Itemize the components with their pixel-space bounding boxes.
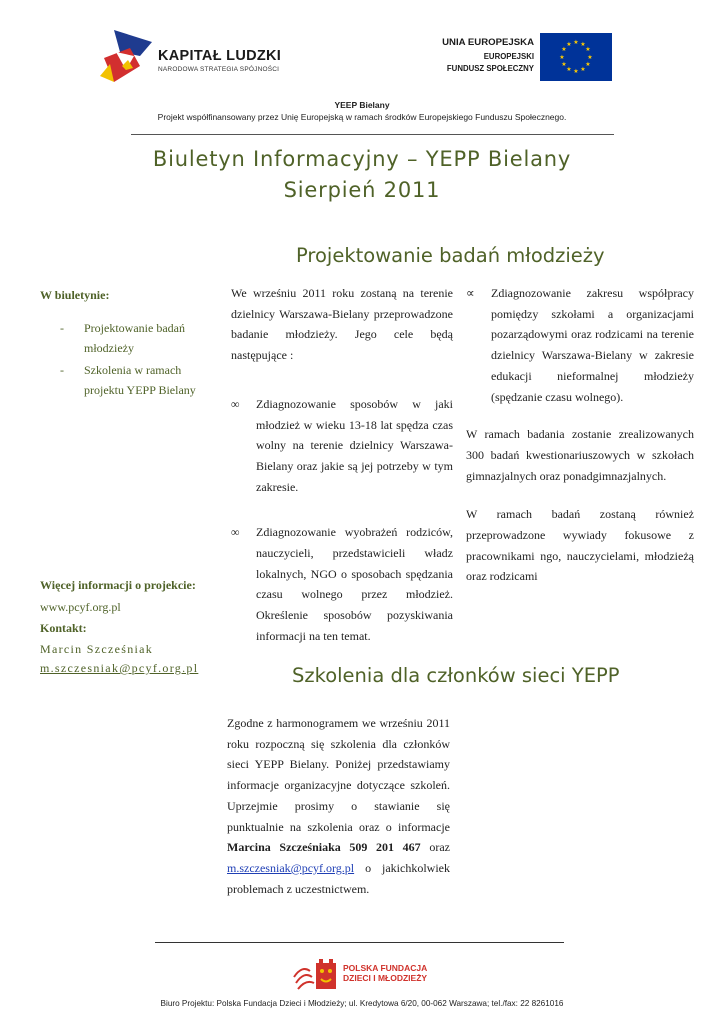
contact-name: Marcin Szcześniak bbox=[40, 642, 154, 656]
more-info-label: Więcej informacji o projekcie: bbox=[40, 578, 196, 592]
training-text: Zgodne z harmonogramem we wrześniu 2011 roku rozpoczną się szkolenia dla członków sieci YEPP Bielany. Poniżej przedstawiamy informacje organizacyjne dotyczące szkoleń. Uprzejmie prosimy o stawianie się punktualnie na szkolenia oraz o informacje bbox=[227, 716, 450, 834]
toc-item[interactable] bbox=[60, 318, 220, 358]
header-divider bbox=[131, 134, 614, 135]
toc-dash: - bbox=[60, 321, 64, 335]
proportional-bullet-icon: ∝ bbox=[466, 286, 475, 300]
kapital-ludzki-name: KAPITAŁ LUDZKI bbox=[158, 48, 282, 64]
foundation-logo-icon bbox=[292, 957, 338, 991]
eu-label-line1: UNIA EUROPEJSKA bbox=[442, 37, 534, 48]
research-goal-text: Zdiagnozowanie zakresu współpracy pomiędzy szkołami a organizacjami pozarządowymi oraz rodzicami na terenie dzielnicy Warszawa-Bielany w zakresie edukacji nieformalnej młodzieży (spędzanie czasu wolnego). bbox=[491, 286, 694, 404]
bulletin-title: Biuletyn Informacyjny – YEPP Bielany bbox=[152, 147, 572, 171]
infinity-bullet-icon: ∞ bbox=[231, 525, 240, 540]
svg-text:★: ★ bbox=[587, 54, 593, 61]
svg-text:★: ★ bbox=[559, 54, 565, 61]
research-intro: We wrześniu 2011 roku zostaną na terenie dzielnicy Warszawa-Bielany przeprowadzone badanie młodzieży. Jego cele będą następujące : bbox=[231, 286, 453, 363]
svg-text:★: ★ bbox=[566, 41, 572, 48]
bulletin-date: Sierpień 2011 bbox=[283, 178, 441, 202]
section-heading-research: Projektowanie badań młodzieży bbox=[296, 244, 605, 267]
in-bulletin-label: W biuletynie: bbox=[40, 288, 110, 302]
research-goal-item bbox=[231, 522, 453, 646]
svg-text:★: ★ bbox=[580, 41, 586, 48]
training-paragraph bbox=[227, 713, 450, 899]
research-column-left bbox=[231, 283, 453, 647]
research-column-right bbox=[466, 283, 694, 587]
contact-email-link[interactable]: m.szczesniak@pcyf.org.pl bbox=[40, 661, 199, 675]
cofinance-note: Projekt współfinansowany przez Unię Europejską w ramach środków Europejskiego Funduszu Społecznego. bbox=[157, 112, 567, 122]
svg-text:★: ★ bbox=[561, 46, 567, 53]
kapital-ludzki-subtitle: NARODOWA STRATEGIA SPÓJNOŚCI bbox=[158, 66, 280, 73]
training-text-end: o jakichkolwiek problemach z uczestnictwem. bbox=[227, 860, 451, 896]
eu-flag-icon bbox=[540, 33, 612, 81]
foundation-name-line2: DZIECI I MŁODZIEŻY bbox=[343, 973, 428, 983]
website-link[interactable]: www.pcyf.org.pl bbox=[40, 600, 121, 614]
project-name: YEEP Bielany bbox=[334, 100, 390, 110]
contact-label: Kontakt: bbox=[40, 621, 87, 635]
svg-text:★: ★ bbox=[585, 61, 591, 68]
table-of-contents bbox=[60, 318, 220, 402]
research-interviews-paragraph: W ramach badań zostaną również przeprowadzone wywiady fokusowe z pracownikami ngo, nauczycielami, młodzieżą oraz rodzicami bbox=[466, 507, 694, 584]
section-heading-training: Szkolenia dla członków sieci YEPP bbox=[292, 664, 620, 687]
toc-item-label: Szkolenia w ramach projektu YEPP Bielany bbox=[84, 363, 196, 397]
training-email-link[interactable]: m.szczesniak@pcyf.org.pl bbox=[227, 860, 355, 875]
svg-text:★: ★ bbox=[561, 61, 567, 68]
toc-dash: - bbox=[60, 363, 64, 377]
training-contact-bold: Marcina Szcześniaka 509 201 467 bbox=[227, 840, 421, 855]
research-goal-item bbox=[466, 283, 694, 407]
toc-item[interactable] bbox=[60, 360, 220, 400]
footer-address: Biuro Projektu: Polska Fundacja Dzieci i Młodzieży; ul. Kredytowa 6/20, 00-062 Warszawa; tel./fax: 22 8261016 bbox=[160, 999, 564, 1008]
svg-text:★: ★ bbox=[566, 66, 572, 73]
research-goal-text: Zdiagnozowanie sposobów w jaki młodzież w wieku 13-18 lat spędza czas wolny na terenie dzielnicy Warszawa-Bielany oraz jakie są jej potrzeby w tym zakresie. bbox=[256, 396, 453, 494]
footer-divider bbox=[155, 942, 564, 943]
foundation-name-line1: POLSKA FUNDACJA bbox=[343, 963, 428, 973]
toc-item-label: Projektowanie badań młodzieży bbox=[84, 321, 185, 355]
research-goal-item bbox=[231, 394, 453, 498]
infinity-bullet-icon: ∞ bbox=[231, 396, 240, 411]
eu-label-line2: EUROPEJSKI bbox=[483, 52, 534, 61]
research-survey-paragraph: W ramach badania zostanie zrealizowanych 300 badań kwestionariuszowych w szkołach gimnazjalnych oraz ponadgimnazjalnych. bbox=[466, 427, 694, 483]
training-text-connector: oraz bbox=[429, 840, 450, 855]
svg-text:★: ★ bbox=[585, 46, 591, 53]
svg-text:★: ★ bbox=[573, 39, 579, 46]
svg-text:★: ★ bbox=[580, 66, 586, 73]
eu-label-line3: FUNDUSZ SPOŁECZNY bbox=[446, 64, 534, 73]
research-goal-text: Zdiagnozowanie wyobrażeń rodziców, nauczycieli, przedstawicieli władz lokalnych, NGO o sposobach spędzania czasu wolnego przez młodzież. Określenie sposobów pozyskiwania informacji na ten temat. bbox=[256, 525, 453, 643]
svg-text:★: ★ bbox=[573, 68, 579, 75]
